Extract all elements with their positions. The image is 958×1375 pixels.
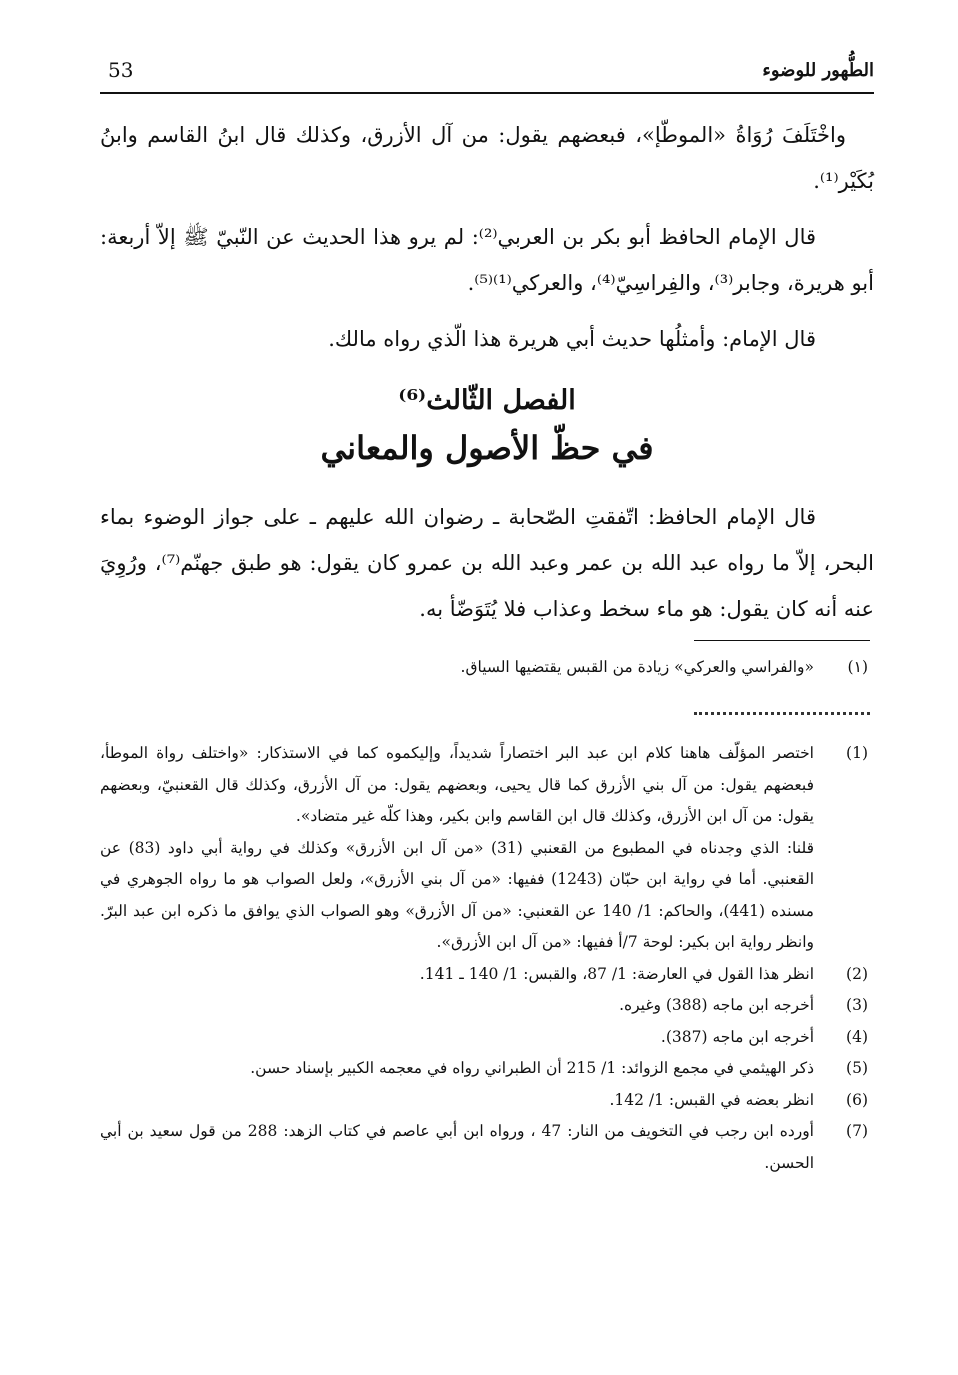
paragraph: قال الإمام الحافظ أبو بكر بن العربي⁽²⁾: لم يرو هذا الحديث عن النّبيّ ﷺ إلاّ أربعة: أبو هريرة، وجابر⁽³⁾، والفِراسِيّ⁽⁴⁾، والعركي⁽¹⁾⁽⁵⁾. <box>100 225 874 295</box>
footnote-number: (7) <box>846 1122 868 1140</box>
header-rule <box>100 92 874 94</box>
footnote-text: اختصر المؤلّف هاهنا كلام ابن عبد البر اختصاراً شديداً، وإليكموه كما في الاستذكار: «واختلف رواة الموطأ، فبعضهم يقول: من آل بني الأزرق كما قال يحيى، وبعضهم يقول: من آل الأزرق، وكذلك قال القعنبيّ، وبعضهم يقول: من آل ابن الأزرق، وكذلك قال ابن القاسم وابن بكير، وهذا كلّه غير متضاد». <box>100 744 814 825</box>
footnote-text: انظر هذا القول في العارضة: 1/ 87، والقبس: 1/ 140 ـ 141. <box>419 964 814 983</box>
footnote-separator <box>694 640 870 641</box>
chapter-subtitle: في حظّ الأصول والمعاني <box>320 429 654 467</box>
main-text <box>100 112 874 642</box>
footnote-number: (1) <box>846 744 868 762</box>
footnote-number: (4) <box>846 1027 868 1046</box>
footnotes <box>100 738 874 1179</box>
paragraph: واخْتَلَفَ رُوَاةُ «الموطّإ»، فبعضهم يقول: من آل الأزرق، وكذلك قال ابنُ القاسم وابنُ بُكَيْر⁽¹⁾. <box>100 123 874 193</box>
dotted-separator <box>694 712 870 715</box>
footnote <box>100 1053 874 1085</box>
footnote-text: قلنا: الذي وجدناه في المطبوع من القعنبي (31) «من آل ابن الأزرق» وكذلك في رواية أبي داود (83) عن القعنبي. أما في رواية ابن حبّان (1243) ففيها: «من آل بني الأزرق»، ولعل الصواب هو ما رواه الجوهري في مسنده (441)، والحاكم: 1/ 140 عن القعنبي: «من آل الأزرق» وهو الصواب الذي يوافق ما ذكره ابن عبد البرّ. وانظر رواية ابن بكير: لوحة 7/أ ففيها: «من آل ابن الأزرق». <box>100 838 815 951</box>
running-title: الطُّهور للوضوء <box>762 60 874 81</box>
footnote <box>100 1116 874 1179</box>
footnote-text: انظر بعضه في القبس: 1/ 142. <box>609 1090 814 1109</box>
chapter-title: الفصل الثّالث⁽⁶⁾ <box>398 385 576 416</box>
footnote-text: أورده ابن رجب في التخويف من النار: 47 ، ورواه ابن أبي عاصم في كتاب الزهد: 288 من قول سعيد بن أبي الحسن. <box>100 1122 814 1172</box>
footnote-number: (3) <box>846 996 868 1014</box>
footnote-number: (١) <box>847 658 868 676</box>
chapter-heading <box>100 380 874 474</box>
editor-footnote <box>100 652 874 682</box>
chapter-paragraph: قال الإمام الحافظ: اتّفقتِ الصّحابة ـ رضوان الله عليهم ـ على جواز الوضوء بماء البحر، إلاّ ما رواه عبد الله بن عمر وعبد الله بن عمرو كان يقول: هو طبق جهنّم⁽⁷⁾، ورُوِيَ عنه أنه كان يقول: هو ماء سخط وعذاب فلا يُتَوَضّأ به. <box>100 505 874 621</box>
footnote <box>100 959 874 991</box>
paragraph: قال الإمام: وأمثلُها حديث أبي هريرة هذا الّذي رواه مالك. <box>328 327 816 351</box>
footnote-text: ذكر الهيثمي في مجمع الزوائد: 1/ 215 أن الطبراني رواه في معجمه الكبير بإسناد حسن. <box>250 1059 814 1077</box>
page-header <box>100 58 874 94</box>
footnote <box>100 990 874 1022</box>
footnote-number: (6) <box>846 1090 868 1109</box>
footnote <box>100 738 874 833</box>
footnote <box>100 1085 874 1117</box>
footnote-text: أخرجه ابن ماجه (387). <box>660 1027 814 1046</box>
footnote <box>100 833 874 959</box>
footnote-text: أخرجه ابن ماجه (388) وغيره. <box>619 996 814 1014</box>
footnote-number: (2) <box>846 964 868 983</box>
page-number: 53 <box>108 58 134 82</box>
footnote-number: (5) <box>846 1059 868 1077</box>
footnote <box>100 1022 874 1054</box>
footnote-text: «والفراسي والعركي» زيادة من القبس يقتضيها السياق. <box>460 658 814 676</box>
